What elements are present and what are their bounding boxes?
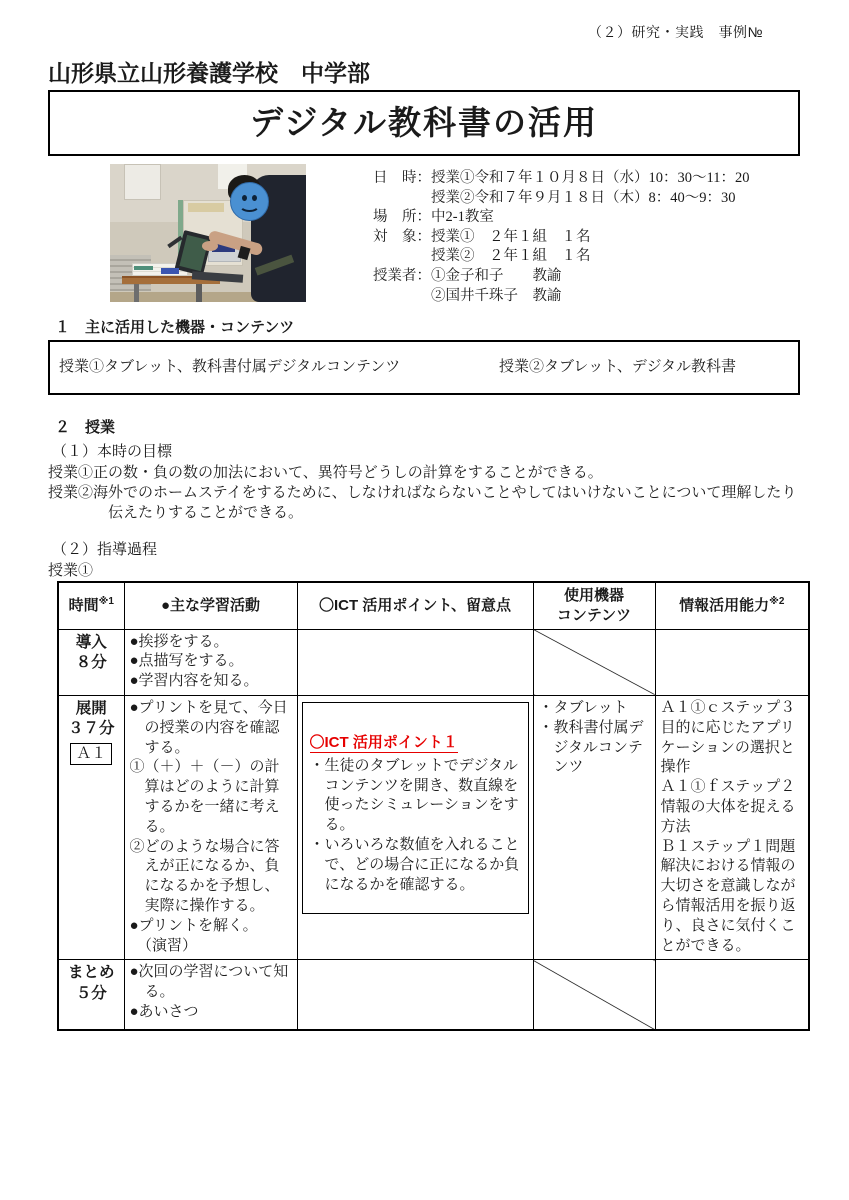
ict-point-box: 〇ICT 活用ポイント１ ・生徒のタブレットでデジタルコンテンツを開き、数直線を使ったシミュレーションをする。 ・いろいろな数値を入れることで、どの場合に正になるか負になるかを確認する。 xyxy=(302,702,529,914)
table-row-intro xyxy=(58,629,809,695)
corner-note: （２）研究・実践 事例№ xyxy=(588,24,764,40)
main-title: デジタル教科書の活用 xyxy=(249,104,599,141)
classroom-photo xyxy=(110,164,306,302)
device-cell-intro xyxy=(533,629,655,695)
section1-item-lesson2: 授業②タブレット、デジタル教科書 xyxy=(499,359,737,375)
device-cell-development: ・タブレット ・教科書付属デジタルコンテンツ xyxy=(533,695,655,959)
section2-sub2: （２）指導過程 xyxy=(52,542,158,558)
ability-cell-development: Ａ１①ｃステップ３目的に応じたアプリケーションの選択と操作 Ａ１①ｆステップ２情報の大体を捉える方法 Ｂ１ステップ１問題解決における情報の大切さを意識しながら情報活用を振り返り、良さに気付くことができる。 xyxy=(655,695,809,959)
table-row-summary xyxy=(58,960,809,1030)
col-header-ict: 〇ICT 活用ポイント、留意点 xyxy=(297,582,533,629)
main-title-box xyxy=(48,90,800,156)
info-line-place: 場 所：中2-1教室 xyxy=(373,209,494,226)
section2-heading: ２ 授業 xyxy=(55,419,116,436)
col-header-time: 時間$^{※1}$ xyxy=(58,582,124,629)
goal-lesson2: 授業②海外でのホームステイをするために、しなければならないことやしてはいけないことについて理解したり xyxy=(48,485,797,501)
section2-sub1: （１）本時の目標 xyxy=(52,444,173,460)
info-line-datetime2: 授業②令和７年９月１８日（木）8：40～9：30 xyxy=(373,189,736,206)
privacy-smiley-icon xyxy=(230,182,269,221)
section1-box xyxy=(48,340,800,395)
section1-item-lesson1: 授業①タブレット、教科書付属デジタルコンテンツ xyxy=(59,359,401,375)
activity-cell-summary: ●次回の学習について知る。 ●あいさつ xyxy=(124,960,297,1030)
smiley-mouth xyxy=(239,198,260,212)
ability-code-badge: Ａ１ xyxy=(70,743,112,765)
person-hand xyxy=(202,241,218,251)
info-line-datetime1: 日 時：授業①令和７年１０月８日（水）10：30～11：20 xyxy=(373,170,750,186)
col-header-device: 使用機器 コンテンツ xyxy=(533,582,655,629)
info-line-teacher2: ②国井千珠子 教諭 xyxy=(373,287,562,304)
col-header-ability: 情報活用能力$^{※2}$ xyxy=(655,582,809,629)
school-title: 山形県立山形養護学校 中学部 xyxy=(48,60,370,86)
ict-cell-summary xyxy=(297,960,533,1030)
activity-cell-intro: ●挨拶をする。 ●点描写をする。 ●学習内容を知る。 xyxy=(124,629,297,695)
goal-lesson1: 授業①正の数・負の数の加法において、異符号どうしの計算をすることができる。 xyxy=(48,465,603,481)
wrist-watch xyxy=(238,246,251,261)
section1-heading: １ 主に活用した機器・コンテンツ xyxy=(55,319,295,336)
lesson1-label: 授業① xyxy=(48,563,94,579)
photo-pencil-case xyxy=(161,268,179,275)
time-cell-development: 展開 ３７分 Ａ１ xyxy=(58,695,124,959)
ict-point-title: 〇ICT 活用ポイント１ xyxy=(309,733,458,751)
goal-lesson2-cont: 伝えたりすることができる。 xyxy=(48,505,304,521)
photo-book xyxy=(134,266,154,270)
time-cell-intro: 導入 ８分 xyxy=(58,629,124,695)
time-cell-summary: まとめ ５分 xyxy=(58,960,124,1030)
photo-shelf-paper xyxy=(188,203,223,213)
ict-cell-development xyxy=(297,695,533,959)
ability-cell-summary xyxy=(655,960,809,1030)
photo-desk-leg xyxy=(196,284,202,302)
ability-cell-intro xyxy=(655,629,809,695)
col-header-activity: ●主な学習活動 xyxy=(124,582,297,629)
ict-cell-intro xyxy=(297,629,533,695)
lesson-info xyxy=(373,169,749,306)
info-line-target2: 授業② ２年１組 １名 xyxy=(373,248,591,265)
photo-desk-leg xyxy=(134,284,140,302)
table-row-development xyxy=(58,695,809,959)
activity-cell-development: ●プリントを見て、今日の授業の内容を確認する。 ①（＋）＋（－）の計算はどのように計算するかを一緒に考える。 ②どのような場合に答えが正になるか、負になるかを予想し、実際に操作する。 ●プリントを解く。 （演習） xyxy=(124,695,297,959)
instruction-table xyxy=(57,581,810,1031)
info-line-target1: 対 象：授業① ２年１組 １名 xyxy=(373,228,591,245)
info-line-teacher1: 授業者：①金子和子 教諭 xyxy=(373,267,562,284)
photo-door xyxy=(124,164,161,200)
device-cell-summary xyxy=(533,960,655,1030)
